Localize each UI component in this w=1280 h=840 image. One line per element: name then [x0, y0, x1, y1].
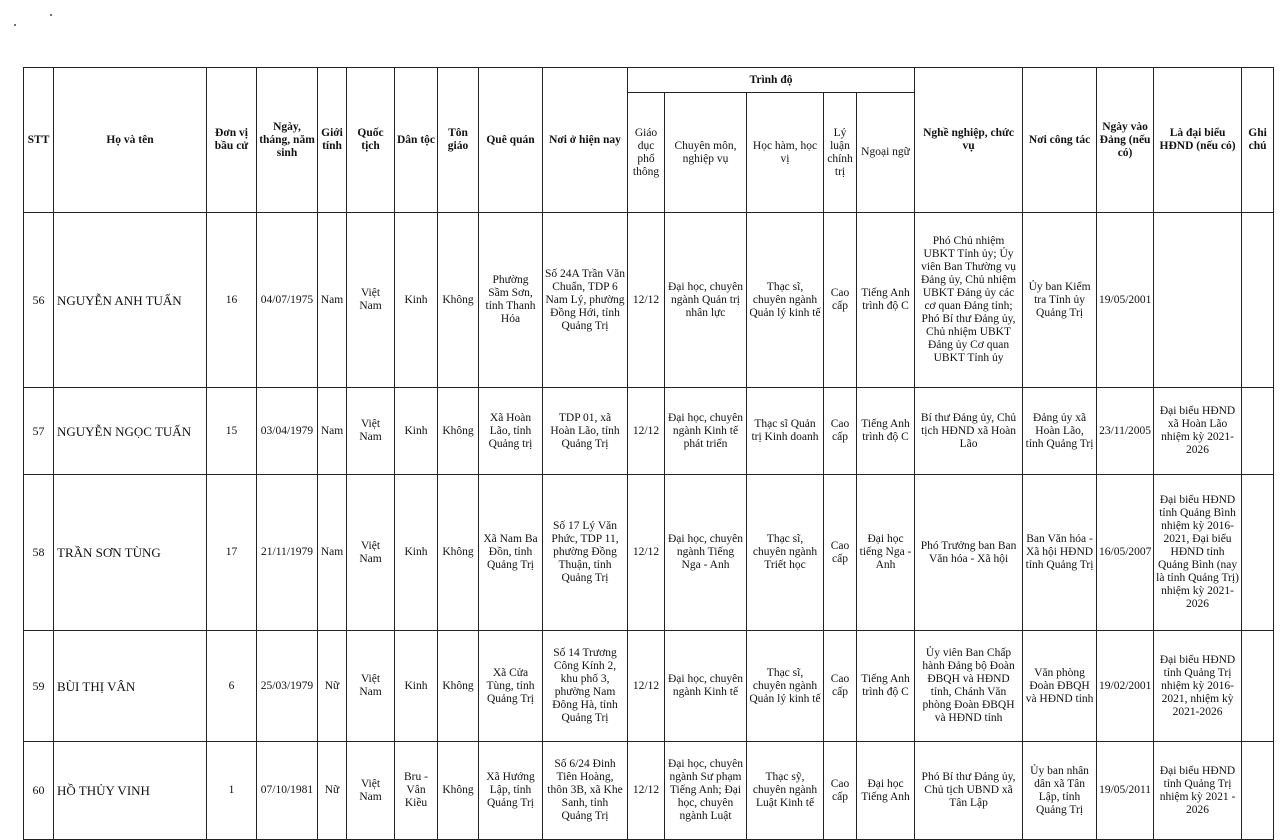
- cell-degree: Thạc sĩ Quản trị Kinh doanh: [747, 388, 824, 475]
- cell-occupation: Ủy viên Ban Chấp hành Đảng bộ Đoàn ĐBQH và HĐND tỉnh, Chánh Văn phòng Đoàn ĐBQH và HĐND tỉnh: [915, 631, 1023, 742]
- header-row: [24, 68, 1274, 93]
- cell-ethnicity: Kinh: [395, 213, 438, 388]
- cell-workplace: Ủy ban nhân dân xã Tân Lập, tỉnh Quảng Trị: [1023, 742, 1097, 840]
- header-occupation: Nghề nghiệp, chức vụ: [915, 68, 1023, 213]
- cell-hometown: Xã Hoàn Lão, tỉnh Quảng trị: [479, 388, 543, 475]
- cell-gender: Nam: [318, 475, 347, 631]
- cell-council-delegate: Đại biểu HĐND xã Hoàn Lão nhiệm kỳ 2021-2026: [1154, 388, 1242, 475]
- cell-dob: 07/10/1981: [257, 742, 318, 840]
- cell-hometown: Xã Hướng Lập, tỉnh Quảng Trị: [479, 742, 543, 840]
- cell-general-education: 12/12: [628, 388, 665, 475]
- cell-name: NGUYỄN ANH TUẤN: [54, 213, 207, 388]
- header-council-delegate: Là đại biểu HĐND (nếu có): [1154, 68, 1242, 213]
- cell-gender: Nữ: [318, 631, 347, 742]
- cell-stt: 58: [24, 475, 54, 631]
- cell-name: HỒ THỦY VINH: [54, 742, 207, 840]
- cell-name: NGUYỄN NGỌC TUẤN: [54, 388, 207, 475]
- cell-religion: Không: [438, 742, 479, 840]
- table-row: [24, 742, 1274, 840]
- table-row: [24, 475, 1274, 631]
- header-stt: STT: [24, 68, 54, 213]
- table-row: [24, 631, 1274, 742]
- header-specialization: Chuyên môn, nghiệp vụ: [665, 93, 747, 213]
- cell-nationality: Việt Nam: [347, 631, 395, 742]
- header-political-theory: Lý luận chính trị: [824, 93, 857, 213]
- cell-ethnicity: Kinh: [395, 388, 438, 475]
- cell-party-date: 23/11/2005: [1097, 388, 1154, 475]
- header-residence: Nơi ở hiện nay: [543, 68, 628, 213]
- cell-occupation: Phó Chủ nhiệm UBKT Tỉnh ủy; Ủy viên Ban Thường vụ Đảng ủy, Chủ nhiệm UBKT Đảng ủy các cơ quan Đảng tỉnh; Phó Bí thư Đảng ủy, Chủ nhiệm UBKT Đảng ủy Cơ quan UBKT Tỉnh ủy: [915, 213, 1023, 388]
- cell-political-theory: Cao cấp: [824, 213, 857, 388]
- cell-dob: 04/07/1975: [257, 213, 318, 388]
- cell-foreign-language: Đại học Tiếng Anh: [857, 742, 915, 840]
- header-unit: Đơn vị bầu cử: [207, 68, 257, 213]
- cell-notes: [1242, 631, 1274, 742]
- scan-speck: [14, 24, 16, 26]
- cell-notes: [1242, 475, 1274, 631]
- cell-degree: Thạc sĩ, chuyên ngành Quản lý kinh tế: [747, 631, 824, 742]
- cell-specialization: Đại học, chuyên ngành Kinh tế phát triển: [665, 388, 747, 475]
- cell-notes: [1242, 742, 1274, 840]
- header-name: Họ và tên: [54, 68, 207, 213]
- cell-unit: 1: [207, 742, 257, 840]
- table-row: [24, 388, 1274, 475]
- cell-political-theory: Cao cấp: [824, 742, 857, 840]
- cell-religion: Không: [438, 475, 479, 631]
- cell-degree: Thạc sỹ, chuyên ngành Luật Kinh tế: [747, 742, 824, 840]
- cell-residence: Số 6/24 Đinh Tiên Hoàng, thôn 3B, xã Khe Sanh, tỉnh Quảng Trị: [543, 742, 628, 840]
- header-religion: Tôn giáo: [438, 68, 479, 213]
- cell-degree: Thạc sĩ, chuyên ngành Quản lý kinh tế: [747, 213, 824, 388]
- cell-hometown: Phường Sầm Sơn, tỉnh Thanh Hóa: [479, 213, 543, 388]
- cell-unit: 15: [207, 388, 257, 475]
- cell-general-education: 12/12: [628, 475, 665, 631]
- cell-name: BÙI THỊ VÂN: [54, 631, 207, 742]
- cell-party-date: 19/05/2011: [1097, 742, 1154, 840]
- cell-foreign-language: Tiếng Anh trình độ C: [857, 213, 915, 388]
- header-party-date: Ngày vào Đảng (nếu có): [1097, 68, 1154, 213]
- header-dob: Ngày, tháng, năm sinh: [257, 68, 318, 213]
- candidate-table: [23, 67, 1274, 840]
- cell-ethnicity: Kinh: [395, 631, 438, 742]
- cell-ethnicity: Kinh: [395, 475, 438, 631]
- cell-gender: Nam: [318, 388, 347, 475]
- header-degree: Học hàm, học vị: [747, 93, 824, 213]
- cell-party-date: 16/05/2007: [1097, 475, 1154, 631]
- cell-nationality: Việt Nam: [347, 742, 395, 840]
- cell-specialization: Đại học, chuyên ngành Quản trị nhân lực: [665, 213, 747, 388]
- header-workplace: Nơi công tác: [1023, 68, 1097, 213]
- cell-council-delegate: [1154, 213, 1242, 388]
- cell-stt: 56: [24, 213, 54, 388]
- header-education-group: Trình độ: [628, 68, 915, 93]
- cell-dob: 25/03/1979: [257, 631, 318, 742]
- cell-council-delegate: Đại biểu HĐND tỉnh Quảng Bình nhiệm kỳ 2016-2021, Đại biểu HĐND tỉnh Quảng Bình (nay là tỉnh Quảng Trị) nhiệm kỳ 2021-2026: [1154, 475, 1242, 631]
- cell-notes: [1242, 213, 1274, 388]
- cell-name: TRẦN SƠN TÙNG: [54, 475, 207, 631]
- cell-party-date: 19/02/2001: [1097, 631, 1154, 742]
- cell-degree: Thạc sĩ, chuyên ngành Triết học: [747, 475, 824, 631]
- cell-residence: Số 17 Lý Văn Phức, TDP 11, phường Đồng Thuận, tỉnh Quảng Trị: [543, 475, 628, 631]
- cell-specialization: Đại học, chuyên ngành Sư phạm Tiếng Anh; Đại học, chuyên ngành Luật: [665, 742, 747, 840]
- cell-unit: 16: [207, 213, 257, 388]
- cell-dob: 03/04/1979: [257, 388, 318, 475]
- cell-council-delegate: Đại biểu HĐND tỉnh Quảng Trị nhiệm kỳ 2021 - 2026: [1154, 742, 1242, 840]
- header-nationality: Quốc tịch: [347, 68, 395, 213]
- cell-notes: [1242, 388, 1274, 475]
- cell-occupation: Bí thư Đảng ủy, Chủ tịch HĐND xã Hoàn Lão: [915, 388, 1023, 475]
- cell-hometown: Xã Cửa Tùng, tỉnh Quảng Trị: [479, 631, 543, 742]
- scan-speck: [50, 14, 52, 16]
- cell-foreign-language: Tiếng Anh trình độ C: [857, 631, 915, 742]
- cell-foreign-language: Tiếng Anh trình độ C: [857, 388, 915, 475]
- cell-religion: Không: [438, 631, 479, 742]
- cell-hometown: Xã Nam Ba Đồn, tỉnh Quảng Trị: [479, 475, 543, 631]
- cell-workplace: Ủy ban Kiểm tra Tỉnh ủy Quảng Trị: [1023, 213, 1097, 388]
- cell-political-theory: Cao cấp: [824, 631, 857, 742]
- table-row: [24, 213, 1274, 388]
- cell-ethnicity: Bru - Vân Kiều: [395, 742, 438, 840]
- cell-gender: Nữ: [318, 742, 347, 840]
- cell-specialization: Đại học, chuyên ngành Kinh tế: [665, 631, 747, 742]
- cell-foreign-language: Đại học tiếng Nga - Anh: [857, 475, 915, 631]
- cell-political-theory: Cao cấp: [824, 475, 857, 631]
- header-ethnicity: Dân tộc: [395, 68, 438, 213]
- header-foreign-language: Ngoại ngữ: [857, 93, 915, 213]
- cell-occupation: Phó Trưởng ban Ban Văn hóa - Xã hội: [915, 475, 1023, 631]
- cell-nationality: Việt Nam: [347, 388, 395, 475]
- header-hometown: Quê quán: [479, 68, 543, 213]
- cell-religion: Không: [438, 388, 479, 475]
- header-gender: Giới tính: [318, 68, 347, 213]
- cell-residence: TDP 01, xã Hoàn Lão, tỉnh Quảng Trị: [543, 388, 628, 475]
- cell-gender: Nam: [318, 213, 347, 388]
- cell-stt: 57: [24, 388, 54, 475]
- cell-specialization: Đại học, chuyên ngành Tiếng Nga - Anh: [665, 475, 747, 631]
- cell-unit: 6: [207, 631, 257, 742]
- cell-general-education: 12/12: [628, 742, 665, 840]
- cell-workplace: Văn phòng Đoàn ĐBQH và HĐND tỉnh: [1023, 631, 1097, 742]
- cell-nationality: Việt Nam: [347, 475, 395, 631]
- cell-general-education: 12/12: [628, 213, 665, 388]
- cell-workplace: Ban Văn hóa - Xã hội HĐND tỉnh Quảng Trị: [1023, 475, 1097, 631]
- cell-party-date: 19/05/2001: [1097, 213, 1154, 388]
- header-general-education: Giáo dục phổ thông: [628, 93, 665, 213]
- cell-nationality: Việt Nam: [347, 213, 395, 388]
- cell-residence: Số 14 Trương Công Kính 2, khu phố 3, phường Nam Đông Hà, tỉnh Quảng Trị: [543, 631, 628, 742]
- cell-council-delegate: Đại biểu HĐND tỉnh Quảng Trị nhiệm kỳ 2016-2021, nhiệm kỳ 2021-2026: [1154, 631, 1242, 742]
- cell-stt: 59: [24, 631, 54, 742]
- cell-residence: Số 24A Trần Văn Chuẩn, TDP 6 Nam Lý, phường Đồng Hới, tỉnh Quảng Trị: [543, 213, 628, 388]
- cell-general-education: 12/12: [628, 631, 665, 742]
- cell-dob: 21/11/1979: [257, 475, 318, 631]
- cell-political-theory: Cao cấp: [824, 388, 857, 475]
- cell-workplace: Đảng ủy xã Hoàn Lão, tỉnh Quảng Trị: [1023, 388, 1097, 475]
- header-notes: Ghi chú: [1242, 68, 1274, 213]
- cell-stt: 60: [24, 742, 54, 840]
- cell-unit: 17: [207, 475, 257, 631]
- cell-occupation: Phó Bí thư Đảng ủy, Chủ tịch UBND xã Tân Lập: [915, 742, 1023, 840]
- cell-religion: Không: [438, 213, 479, 388]
